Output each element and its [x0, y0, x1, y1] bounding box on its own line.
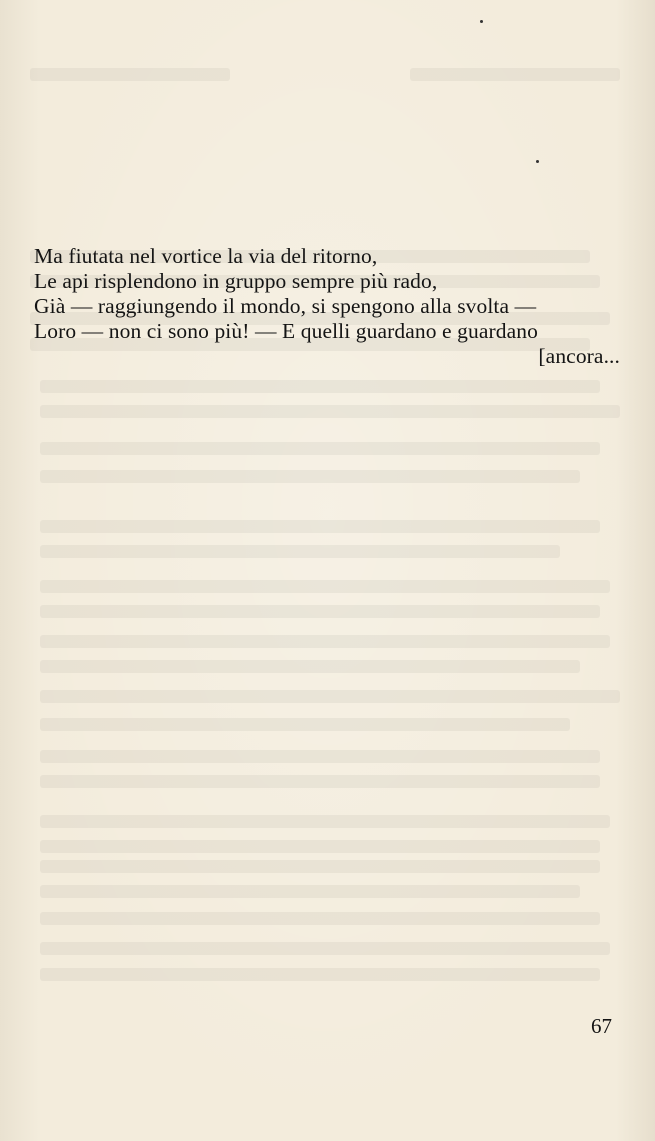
show-through-line [40, 718, 570, 731]
page-number: 67 [591, 1014, 612, 1038]
poem-line-3: Già — raggiungendo il mondo, si spengono alla svolta — [34, 294, 537, 318]
show-through-line [40, 580, 610, 593]
show-through-line [30, 68, 230, 81]
show-through-line [40, 912, 600, 925]
show-through-line [40, 690, 620, 703]
poem-line-continuation: [ancora... [538, 344, 620, 368]
ink-speck [480, 20, 483, 23]
show-through-line [40, 750, 600, 763]
ink-speck [536, 160, 539, 163]
show-through-line [40, 860, 600, 873]
poem-line-1: Ma fiutata nel vortice la via del ritorno, [34, 244, 378, 268]
show-through-line [40, 635, 610, 648]
show-through-line [40, 520, 600, 533]
show-through-line [40, 470, 580, 483]
show-through-line [40, 405, 620, 418]
show-through-line [40, 942, 610, 955]
show-through-line [40, 968, 600, 981]
show-through-line [40, 380, 600, 393]
poem-line-4: Loro — non ci sono più! — E quelli guardano e guardano [34, 319, 538, 343]
show-through-line [40, 775, 600, 788]
show-through-line [40, 885, 580, 898]
show-through-line [40, 840, 600, 853]
poem-line-2: Le api risplendono in gruppo sempre più rado, [34, 269, 438, 293]
show-through-line [40, 442, 600, 455]
poem-stanza [34, 244, 624, 369]
show-through-line [40, 605, 600, 618]
show-through-line [40, 815, 610, 828]
show-through-line [410, 68, 620, 81]
show-through-line [40, 660, 580, 673]
show-through-line [40, 545, 560, 558]
